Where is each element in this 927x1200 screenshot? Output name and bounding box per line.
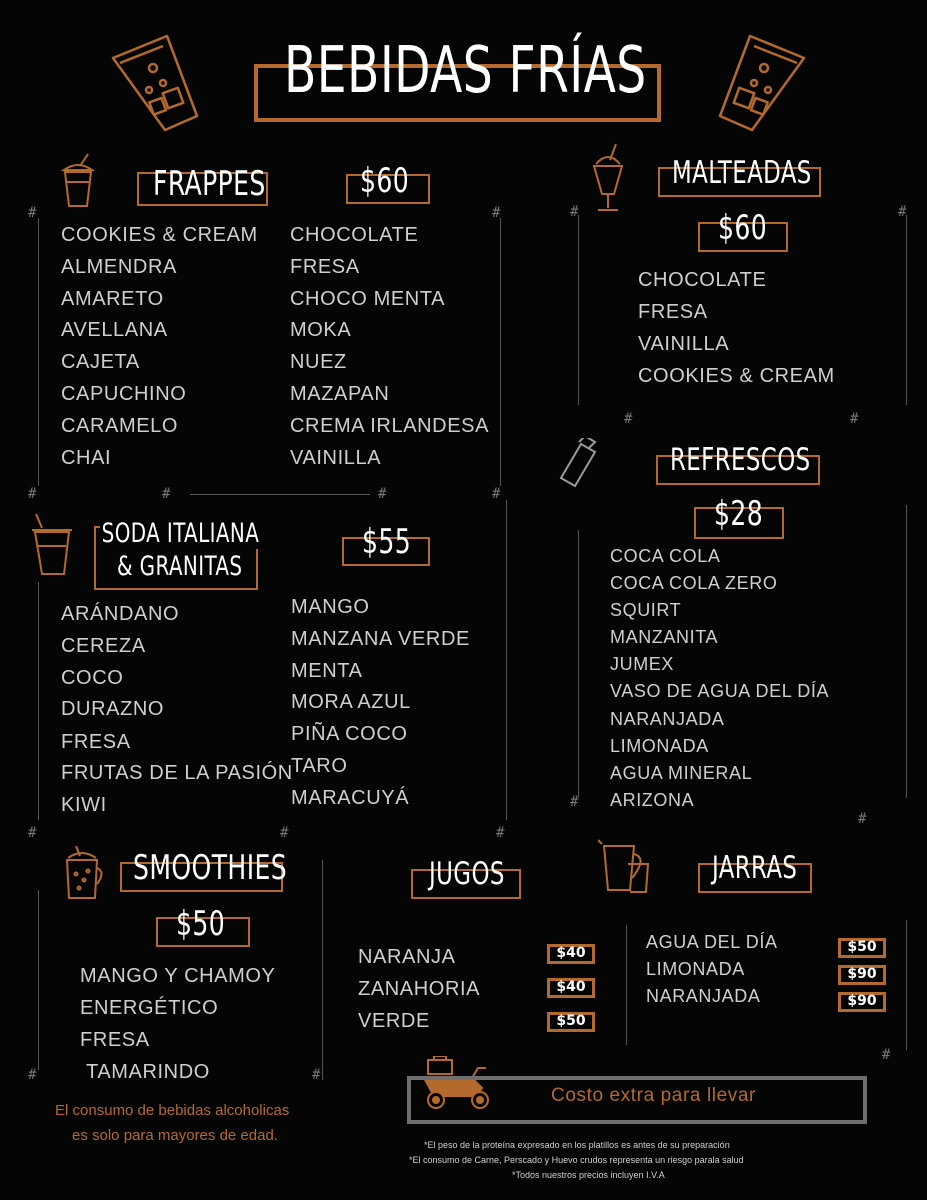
list-item: DURAZNO	[61, 698, 165, 720]
list-item: CHOCO MENTA	[290, 288, 446, 310]
ornament: #	[312, 1067, 321, 1083]
ornament: #	[28, 205, 37, 221]
list-item: SQUIRT	[610, 600, 682, 620]
ornament: #	[624, 411, 633, 427]
list-item: ARÁNDANO	[61, 603, 180, 625]
refrescos-heading: REFRESCOS	[670, 442, 811, 478]
glass-icon	[712, 28, 812, 138]
list-item: CARAMELO	[61, 415, 179, 437]
list-item: VAINILLA	[638, 333, 730, 355]
list-item: FRESA	[61, 731, 131, 753]
list-item: FRESA	[290, 256, 360, 278]
list-item: KIWI	[61, 794, 107, 816]
list-item: VAINILLA	[290, 447, 382, 469]
list-item: COOKIES & CREAM	[61, 224, 258, 246]
price-tag: $40	[547, 978, 595, 998]
alcohol-note-line1: El consumo de bebidas alcoholicas	[55, 1102, 290, 1119]
list-item: ALMENDRA	[61, 256, 177, 278]
milkshake-icon	[588, 142, 628, 218]
list-item: NARANJA	[358, 946, 456, 968]
smoothies-frame-right	[322, 860, 323, 1080]
alcohol-note-line2: es solo para mayores de edad.	[72, 1127, 278, 1144]
list-item: AVELLANA	[61, 319, 168, 341]
list-item: NARANJADA	[646, 986, 761, 1006]
list-item: MANGO	[291, 596, 370, 618]
refrescos-frame-right	[906, 505, 907, 798]
ornament: #	[492, 205, 501, 221]
ornament: #	[570, 204, 579, 220]
footnote: *El consumo de Carne, Perscado y Huevo crudos representa un riesgo parala salud	[409, 1155, 744, 1165]
malteadas-price: $60	[718, 208, 768, 248]
list-item: JUMEX	[610, 654, 675, 674]
spray-can-icon	[555, 438, 605, 490]
list-item: CAPUCHINO	[61, 383, 187, 405]
malteadas-frame-right	[906, 215, 907, 405]
soda-frame-left	[38, 582, 39, 820]
list-item: CREMA IRLANDESA	[290, 415, 490, 437]
list-item: LIMONADA	[610, 736, 709, 756]
jarras-frame-right	[906, 920, 907, 1050]
ornament: #	[882, 1047, 891, 1063]
price-tag: $90	[838, 992, 886, 1012]
price-tag: $50	[547, 1012, 595, 1032]
smoothies-price: $50	[176, 904, 226, 944]
ornament: #	[28, 825, 37, 841]
pitcher-icon	[598, 838, 654, 896]
ornament: #	[858, 811, 867, 827]
list-item: COCO	[61, 667, 124, 689]
list-item: MANZANA VERDE	[291, 628, 470, 650]
list-item: FRESA	[80, 1029, 150, 1051]
frappes-frame-bottom	[190, 494, 370, 495]
footnote: *El peso de la proteína expresado en los platillos es antes de su preparación	[424, 1140, 730, 1150]
list-item: MARACUYÁ	[291, 787, 410, 809]
ornament: #	[378, 486, 387, 502]
list-item: NUEZ	[290, 351, 347, 373]
ornament: #	[570, 794, 579, 810]
list-item: ENERGÉTICO	[80, 997, 219, 1019]
list-item: AGUA DEL DÍA	[646, 932, 778, 952]
footnote: *Todos nuestros precios incluyen I.V.A	[512, 1170, 665, 1180]
frappes-frame-left	[38, 218, 39, 486]
price-tag: $40	[547, 944, 595, 964]
refrescos-price: $28	[714, 494, 764, 534]
page-title: BEBIDAS FRÍAS	[284, 34, 647, 108]
list-item: CEREZA	[61, 635, 146, 657]
list-item: TARO	[291, 755, 348, 777]
list-item: LIMONADA	[646, 959, 745, 979]
list-item: MOKA	[290, 319, 352, 341]
refrescos-frame-left	[578, 530, 579, 798]
frappes-heading: FRAPPES	[153, 164, 266, 204]
list-item: COCA COLA	[610, 546, 721, 566]
list-item: MORA AZUL	[291, 691, 411, 713]
price-tag: $90	[838, 965, 886, 985]
soda-heading-line1: SODA ITALIANA	[101, 518, 260, 549]
jarras-heading: JARRAS	[712, 850, 798, 886]
list-item: CHOCOLATE	[638, 269, 767, 291]
list-item: MANZANITA	[610, 627, 719, 647]
soda-cup-icon	[28, 512, 78, 578]
list-item: FRUTAS DE LA PASIÓN	[61, 762, 293, 784]
list-item: VERDE	[358, 1010, 430, 1032]
list-item: NARANJADA	[610, 709, 725, 729]
list-item: MENTA	[291, 660, 363, 682]
soda-price: $55	[362, 522, 412, 562]
ornament: #	[28, 486, 37, 502]
smoothies-heading: SMOOTHIES	[133, 848, 288, 888]
list-item: CHAI	[61, 447, 112, 469]
ornament: #	[850, 411, 859, 427]
smoothie-jar-icon	[62, 846, 108, 902]
ornament: #	[162, 486, 171, 502]
malteadas-frame-left	[578, 215, 579, 405]
soda-heading-line2: & GRANITAS	[117, 551, 243, 582]
list-item: COCA COLA ZERO	[610, 573, 778, 593]
list-item: COOKIES & CREAM	[638, 365, 835, 387]
list-item: VASO DE AGUA DEL DÍA	[610, 681, 830, 701]
list-item: AMARETO	[61, 288, 164, 310]
list-item: PIÑA COCO	[291, 723, 408, 745]
frappes-price: $60	[360, 161, 410, 201]
smoothies-frame-left	[38, 890, 39, 1070]
frappe-cup-icon	[58, 152, 98, 210]
list-item: CHOCOLATE	[290, 224, 419, 246]
list-item: AGUA MINERAL	[610, 763, 753, 783]
list-item: MAZAPAN	[290, 383, 390, 405]
jugos-heading: JUGOS	[429, 856, 505, 892]
jarras-frame-left	[626, 925, 627, 1045]
glass-icon	[105, 28, 205, 138]
soda-frame-right	[506, 500, 507, 820]
list-item: CAJETA	[61, 351, 140, 373]
ornament: #	[496, 825, 505, 841]
list-item: ARIZONA	[610, 790, 695, 810]
list-item: MANGO Y CHAMOY	[80, 965, 276, 987]
ornament: #	[28, 1067, 37, 1083]
price-tag: $50	[838, 938, 886, 958]
ornament: #	[280, 825, 289, 841]
malteadas-heading: MALTEADAS	[672, 155, 812, 191]
ornament: #	[492, 486, 501, 502]
list-item: FRESA	[638, 301, 708, 323]
frappes-frame-right	[500, 218, 501, 486]
ornament: #	[898, 204, 907, 220]
list-item: ZANAHORIA	[358, 978, 481, 1000]
takeaway-text: Costo extra para llevar	[551, 1085, 756, 1106]
list-item: TAMARINDO	[86, 1061, 210, 1083]
